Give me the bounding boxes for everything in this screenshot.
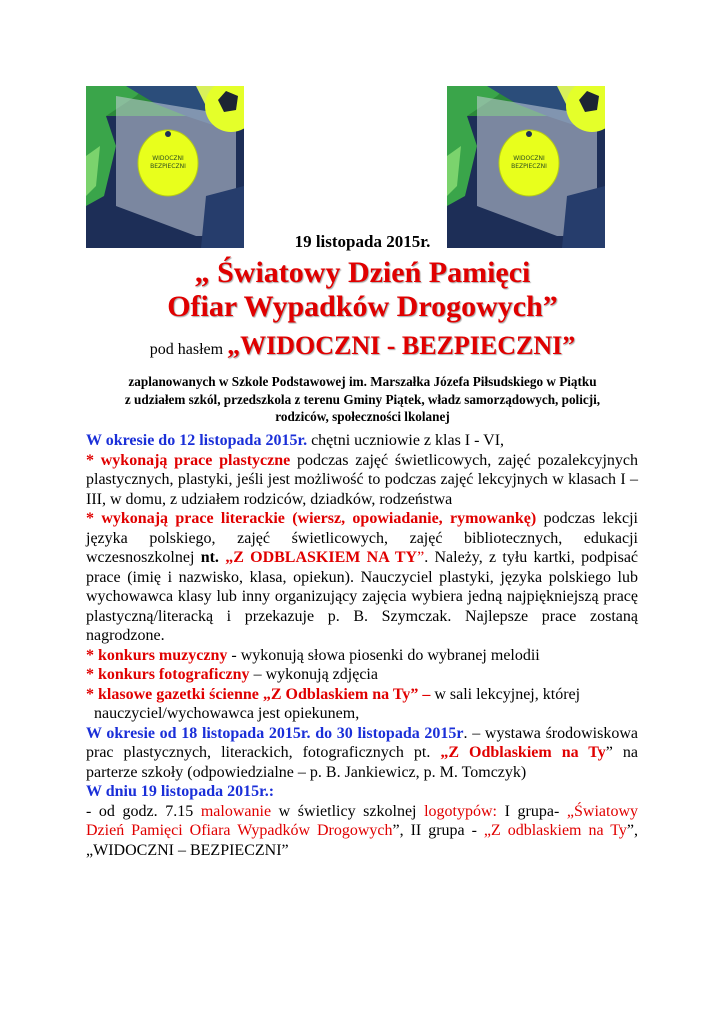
reflector-label: WIDOCZNI	[152, 155, 184, 162]
paragraph: - od godz. 7.15 malowanie w świetlicy szkolnej logotypów: I grupa- „Światowy Dzień Pamięci Ofiara Wypadków Drogowych”, II grupa - „Z odblaskiem na Ty”, „WIDOCZNI – BEZPIECZNI”	[86, 802, 639, 859]
paragraph: W okresie od 18 listopada 2015r. do 30 listopada 2015r. – wystawa środowiskowa prac plastycznych, literackich, fotograficznych pt. „Z Odblaskiem na Ty” na parterze szkoły (odpowiedzialne – p. B. Jankiewicz, p. M. Tomczyk)	[86, 724, 639, 781]
svg-text:WIDOCZNI: WIDOCZNI	[513, 155, 545, 162]
body-text	[86, 431, 638, 860]
paragraph: * konkurs muzyczny - wykonują słowa piosenki do wybranej melodii	[86, 646, 540, 664]
paragraph: nauczyciel/wychowawca jest opiekunem,	[94, 705, 360, 722]
intro-line: z udziałem szkól, przedszkola z terenu Gminy Piątek, władz samorządowych, policji,	[124, 391, 601, 407]
intro-line: zaplanowanych w Szkole Podstawowej im. Marszałka Józefa Piłsudskiego w Piątku	[128, 374, 597, 389]
motto-prefix: pod hasłem	[149, 341, 224, 358]
title-line-2: Ofiar Wypadków Drogowych”	[167, 290, 558, 323]
paragraph: W okresie do 12 listopada 2015r. chętni uczniowie z klas I - VI,	[86, 432, 505, 449]
motto-row	[0, 330, 725, 366]
paragraph: W dniu 19 listopada 2015r.:	[86, 783, 275, 800]
reflector-photo-left	[86, 86, 244, 248]
paragraph: * wykonają prace plastyczne podczas zajęć świetlicowych, zajęć pozalekcyjnych plastycznych, plastyki, jeśli jest możliwość to podczas zajęć lekcyjnych w klasach I – III, w domu, z udziałem rodziców, dziadków, rodzeństwa	[86, 451, 639, 508]
svg-text:BEZPIECZNI: BEZPIECZNI	[511, 163, 547, 170]
reflector-photo-right	[447, 86, 605, 248]
event-date: 19 listopada 2015r.	[294, 232, 431, 251]
title-line-1: „ Światowy Dzień Pamięci	[194, 256, 531, 289]
paragraph: * konkurs fotograficzny – wykonują zdjęcia	[86, 666, 378, 683]
svg-text:BEZPIECZNI: BEZPIECZNI	[150, 163, 186, 170]
paragraph: * klasowe gazetki ścienne „Z Odblaskiem na Ty” – w sali lekcyjnej, której	[86, 685, 581, 703]
paragraph: * wykonają prace literackie (wiersz, opowiadanie, rymowankę) podczas lekcji języka polskiego, zajęć świetlicowych, zajęć bibliotecznych, edukacji wczesnoszkolnej nt. „Z ODBLASKIEM NA TY”. Należy, z tyłu kartki, podpisać prace (imię i nazwisko, klasa, opiekun). Nauczyciel plastyki, języka polskiego lub wychowawca klasy lub inny organizujący zajęcia wybiera jedną najpiękniejszą pracę plastyczną/literacką i przekazuje p. B. Szymczak. Najlepsze prace zostaną nagrodzone.	[86, 510, 639, 644]
intro-line: rodziców, społeczności lkolanej	[275, 409, 450, 424]
motto: „WIDOCZNI - BEZPIECZNI”	[227, 331, 576, 360]
intro-block	[80, 373, 645, 426]
